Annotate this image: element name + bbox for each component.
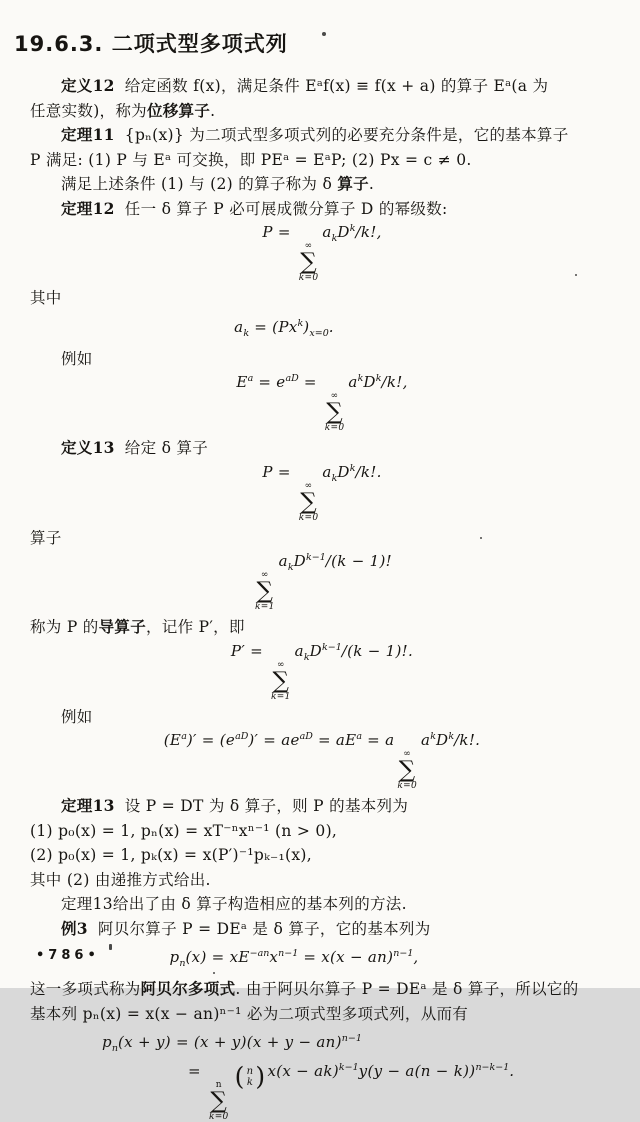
math-run: a [322, 462, 332, 481]
page-number: •786• [36, 948, 100, 963]
math-run: = e [253, 373, 286, 391]
text-run: 给定 δ 算子 [124, 439, 209, 457]
ex3-label: 例3 [61, 918, 88, 938]
math-run: D [337, 462, 350, 481]
superscript: aD [285, 373, 299, 384]
math-run: = [298, 373, 322, 391]
text-run: . 由于阿贝尔算子 P = DEᵃ 是 δ 算子，所以它的 [235, 980, 579, 998]
sum-lower-limit: k=0 [298, 512, 319, 523]
math-run: p [169, 948, 180, 966]
text-run: P 满足: (1) P 与 Eᵃ 可交换，即 PEᵃ = EᵃP; (2) Px = c ≠ 0. [30, 150, 472, 169]
summation-symbol [296, 242, 323, 283]
text-run: (2) p₀(x) = 1, pₖ(x) = x(P′)⁻¹pₖ₋₁(x), [30, 846, 312, 864]
paragraph-ex3 [30, 917, 614, 942]
ink-speck [575, 274, 577, 276]
summation-symbol [394, 750, 421, 791]
math-run: D [337, 223, 350, 241]
math-run: a [234, 317, 244, 336]
sum-upper-limit: ∞ [260, 570, 269, 580]
paragraph-thm11-line2 [30, 148, 614, 173]
text-run: (1) p₀(x) = 1, pₙ(x) = xT⁻ⁿxⁿ⁻¹ (n > 0), [30, 821, 338, 840]
math-run: a [294, 641, 304, 660]
text-run: 任一 δ 算子 P 必可展成微分算子 D 的幂级数: [124, 199, 448, 218]
thm11-label: 定理11 [61, 125, 115, 144]
superscript: k [349, 462, 356, 474]
math-run: D [293, 552, 306, 570]
def13-label: 定义13 [61, 438, 115, 457]
formula-derived-operator-series [30, 552, 614, 612]
superscript: k [448, 731, 455, 742]
text-run: 定理13给出了由 δ 算子构造相应的基本列的方法. [61, 895, 407, 913]
paragraph-def12-line2 [30, 99, 614, 124]
text-run: 其中 (2) 由递推方式给出. [30, 870, 211, 889]
left-paren: ( [234, 1062, 245, 1091]
math-run: )′ = ae [248, 731, 300, 749]
superscript: n−1 [393, 948, 414, 959]
superscript: n−k−1 [475, 1062, 510, 1073]
paragraph-thm13 [30, 794, 614, 819]
summation-symbol [268, 661, 295, 702]
math-run: = [188, 1062, 206, 1080]
formula-Ea-derivative [30, 731, 614, 791]
superscript: k [357, 373, 364, 384]
math-run: E [236, 373, 248, 391]
paragraph-liru2 [30, 705, 614, 730]
paragraph-suanzi [30, 526, 614, 551]
binom-top: n [246, 1066, 254, 1077]
paragraph-liru1 [30, 347, 614, 372]
formula-p-power-series [30, 223, 614, 283]
sigma-icon: ∑ [272, 667, 290, 694]
superscript: a [181, 731, 187, 742]
superscript: aD [235, 731, 249, 742]
text-run: 满足上述条件 (1) 与 (2) 的算子称为 δ [61, 175, 338, 193]
text-run: 给定函数 f(x)，满足条件 Eᵃf(x) ≡ f(x + a) 的算子 Eᵃ(a 为 [124, 77, 549, 95]
math-run: /(k − 1)!. [341, 641, 414, 660]
superscript: k [297, 317, 304, 329]
math-run: (x) = xE [185, 948, 250, 966]
paragraph-abel-line1 [30, 977, 614, 1002]
text-run: 这一多项式称为 [30, 980, 141, 998]
formula-binomial-expansion-rhs [30, 1062, 614, 1122]
superscript: k [349, 223, 356, 234]
text-run: 基本列 pₙ(x) = x(x − an)ⁿ⁻¹ 必为二项式型多项式列，从而有 [30, 1004, 469, 1023]
sum-lower-limit: k=1 [255, 602, 275, 612]
math-run: /k!, [381, 373, 408, 391]
math-run: a [322, 223, 332, 241]
sum-lower-limit: k=0 [208, 1112, 229, 1122]
sum-upper-limit: ∞ [304, 480, 313, 491]
formula-shift-operator-series [30, 373, 614, 433]
math-run: (x + y) = (x + y)(x + y − an) [118, 1033, 342, 1051]
sum-lower-limit: k=0 [298, 273, 319, 283]
text-run: 阿贝尔算子 P = DEᵃ 是 δ 算子，它的基本列为 [97, 919, 431, 938]
paragraph-qizhong [30, 286, 614, 311]
superscript: k−1 [338, 1062, 359, 1073]
ink-speck [109, 944, 112, 950]
ink-speck [213, 972, 215, 974]
sum-upper-limit: ∞ [276, 659, 285, 670]
text-run: 任意实数)，称为 [30, 101, 147, 120]
bold-term-operator: 算子 [337, 174, 369, 193]
math-run: /(k − 1)! [325, 552, 392, 570]
math-run: a [348, 373, 358, 391]
math-run: x(x − ak) [267, 1062, 339, 1080]
subscript: k [303, 651, 310, 663]
text-run: . [368, 175, 375, 193]
binomial-coefficient [233, 1062, 268, 1091]
math-run: , [413, 948, 419, 966]
thm12-label: 定理12 [61, 198, 115, 218]
paragraph-def13 [30, 436, 614, 461]
superscript: k [430, 731, 436, 742]
ink-speck [322, 32, 326, 36]
math-run: /k!. [454, 731, 481, 749]
superscript: a [247, 373, 254, 384]
sum-lower-limit: k=0 [397, 781, 417, 791]
math-run: )′ = (e [186, 731, 236, 749]
section-title: 19.6.3. 二项式型多项式列 [14, 32, 288, 56]
paragraph-thm13-note1 [30, 868, 614, 893]
right-paren: ) [255, 1062, 266, 1091]
superscript: a [356, 731, 363, 742]
sum-upper-limit: ∞ [330, 391, 339, 401]
paragraph-abel-line2 [30, 1002, 614, 1027]
summation-symbol [296, 482, 323, 523]
math-run: p [102, 1033, 112, 1051]
formula-p-prime [30, 642, 614, 702]
text-run: 其中 [30, 289, 62, 307]
math-run: = a [362, 731, 395, 749]
paragraph-daosuanzi [30, 615, 614, 640]
paragraph-thm13-note2 [30, 892, 614, 917]
binom-bottom: k [246, 1077, 254, 1088]
paragraph-thm13-item1 [30, 819, 614, 844]
text-run: ，记作 P′，即 [146, 618, 245, 636]
superscript: aD [299, 731, 313, 742]
formula-binomial-expansion-lhs [30, 1028, 614, 1060]
math-run: D [363, 373, 376, 391]
formula-ak-definition [0, 313, 576, 345]
math-run: . [328, 317, 334, 336]
math-run: D [435, 731, 449, 749]
subscript: n [111, 1043, 119, 1054]
sigma-icon: ∑ [256, 578, 274, 604]
summation-symbol [252, 571, 279, 612]
sigma-icon: ∑ [398, 757, 416, 783]
sum-upper-limit: n [215, 1080, 222, 1090]
math-run: P = [262, 223, 296, 241]
math-run: (E [163, 731, 182, 749]
superscript: n−1 [341, 1033, 362, 1044]
math-run: P′ = [230, 641, 269, 660]
thm13-label: 定理13 [61, 796, 115, 815]
sum-upper-limit: ∞ [403, 749, 412, 759]
text-run: 例如 [61, 707, 93, 726]
math-run: D [309, 641, 322, 660]
subscript: k [331, 472, 338, 484]
text-run: {pₙ(x)} 为二项式型多项式列的必要充分条件是，它的基本算子 [124, 126, 569, 144]
math-run: a [278, 552, 288, 570]
text-run: 例如 [61, 349, 93, 368]
sigma-icon: ∑ [326, 399, 343, 425]
math-run: /k!. [355, 462, 382, 481]
summation-symbol [206, 1081, 233, 1122]
summation-symbol [322, 392, 349, 433]
text-run: . [210, 101, 216, 120]
superscript: −an [249, 948, 270, 959]
def12-label: 定义12 [61, 76, 115, 95]
paragraph-delta-operator [30, 172, 614, 197]
paragraph-def12-line1 [30, 74, 614, 99]
math-run: = aE [312, 731, 357, 749]
paragraph-thm13-item2 [30, 843, 614, 868]
bold-term-derived-operator: 导算子 [98, 617, 146, 636]
superscript: n−1 [278, 948, 299, 959]
math-run: = x(x − an) [298, 948, 394, 966]
math-run: x [269, 948, 279, 966]
text-run: 设 P = DT 为 δ 算子，则 P 的基本列为 [124, 797, 409, 815]
text-run: 称为 P 的 [30, 618, 99, 636]
sigma-icon: ∑ [300, 488, 317, 515]
text-run: 算子 [30, 528, 62, 547]
math-run: /k!, [355, 223, 382, 241]
math-run: ) [303, 317, 310, 336]
math-run: y(y − a(n − k)) [358, 1062, 476, 1080]
formula-p-power-series-2 [30, 463, 614, 523]
superscript: k−1 [322, 641, 342, 653]
superscript: k [375, 373, 382, 384]
bold-term-abel-polynomial: 阿贝尔多项式 [140, 979, 236, 998]
subscript: k [287, 562, 294, 573]
math-run: P = [262, 462, 296, 481]
paragraph-thm12 [30, 197, 614, 222]
bold-term-shift-operator: 位移算子 [146, 100, 211, 120]
ink-speck [480, 537, 482, 539]
math-run: = (Px [249, 317, 298, 336]
subscript: n [179, 958, 186, 969]
sigma-icon: ∑ [300, 249, 317, 275]
sigma-icon: ∑ [210, 1088, 228, 1114]
math-run: a [420, 731, 431, 749]
subscript: k [331, 233, 338, 244]
sum-lower-limit: k=0 [324, 423, 345, 433]
sum-upper-limit: ∞ [304, 241, 313, 251]
paragraph-thm11-line1 [30, 123, 614, 148]
subscript: k [243, 327, 250, 339]
math-run: . [509, 1062, 515, 1080]
superscript: k−1 [305, 552, 326, 563]
subscript: x=0 [309, 327, 329, 339]
sum-lower-limit: k=1 [271, 691, 291, 702]
